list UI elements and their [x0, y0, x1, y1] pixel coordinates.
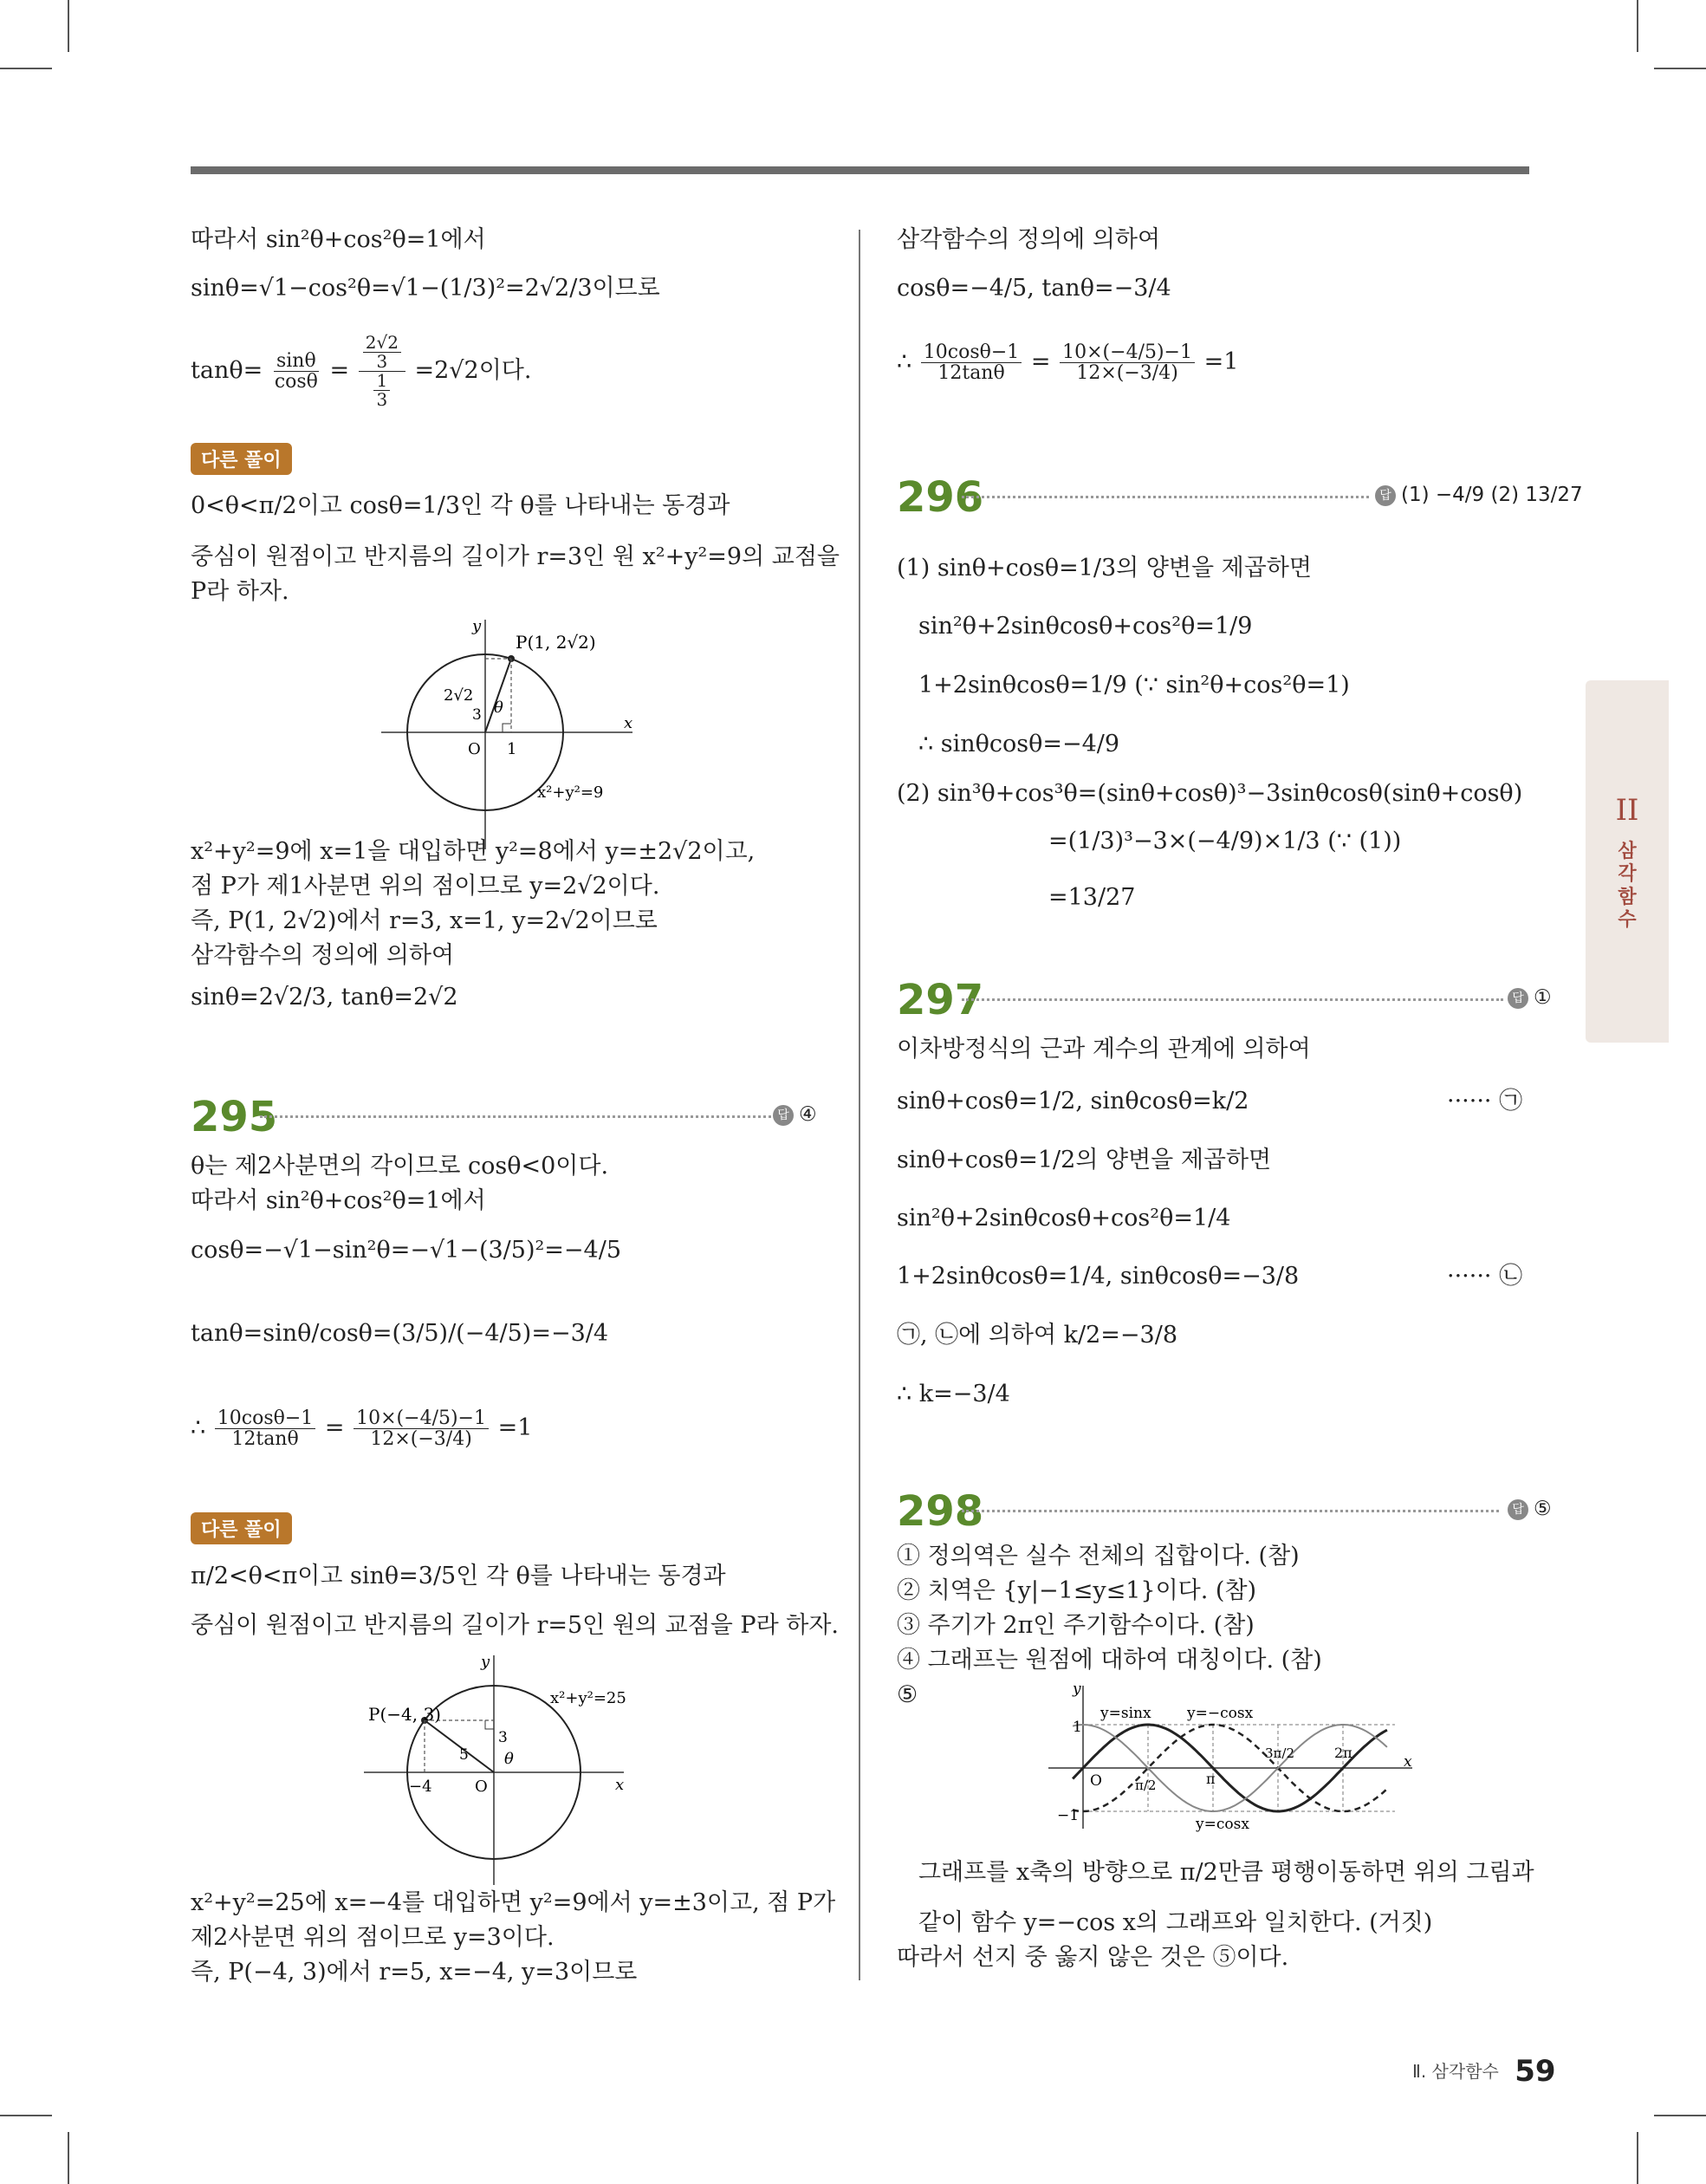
theta-label: θ: [504, 1750, 514, 1768]
tan-equation: tanθ= $\frac{\sin\theta}{\cos\theta}$ = $\frac{\frac{2√2}{3}}{\frac{1}{3}}$ =2√2이다.: [191, 332, 532, 410]
text-line: 1+2sinθcosθ=1/9 (∵ sin²θ+cos²θ=1): [918, 672, 1350, 699]
text-line: 제2사분면 위의 점이므로 y=3이다.: [191, 1924, 555, 1951]
text-line: 따라서 선지 중 옳지 않은 것은 ⑤이다.: [897, 1944, 1289, 1971]
alt-solution-badge: 다른 풀이: [191, 1512, 292, 1544]
eq-part: tanθ=: [191, 357, 263, 384]
denominator: 12×(−3/4): [1076, 362, 1178, 385]
theta-label: θ: [494, 699, 503, 717]
text-line: 그래프를 x축의 방향으로 π/2만큼 평행이동하면 위의 그림과: [918, 1859, 1534, 1886]
origin-label: O: [468, 740, 481, 758]
denominator: 3: [376, 389, 388, 410]
text-line: sinθ=2√2/3, tanθ=2√2: [191, 984, 458, 1011]
text-line: ∴ k=−3/4: [897, 1381, 1010, 1407]
text-line: tanθ=sinθ/cosθ=(3/5)/(−4/5)=−3/4: [191, 1320, 609, 1347]
text-line: sinθ+cosθ=1/2, sinθcosθ=k/2: [897, 1088, 1249, 1115]
text-line: 즉, P(1, 2√2)에서 r=3, x=1, y=2√2이므로: [191, 907, 658, 934]
fraction: [272, 351, 321, 392]
crop-mark: [68, 0, 69, 52]
text-line: cosθ=−4/5, tanθ=−3/4: [897, 275, 1171, 302]
denominator: 12tanθ: [937, 362, 1005, 385]
axis-label: y: [472, 617, 482, 635]
origin-label: O: [1090, 1772, 1102, 1790]
eq-part: =2√2이다.: [414, 357, 532, 384]
answer-icon: 답: [1508, 988, 1528, 1009]
curve-label: y=cosx: [1196, 1816, 1249, 1833]
answer-icon: 답: [773, 1105, 794, 1126]
text-line: sinθ=√1−cos²θ=√1−(1/3)²=2√2/3이므로: [191, 275, 660, 302]
fraction: [354, 1408, 489, 1449]
right-angle: [485, 1720, 494, 1729]
chapter-tab: [1586, 680, 1669, 1043]
equation-marker: ······ ㉡: [1447, 1263, 1523, 1290]
crop-mark: [68, 2132, 69, 2184]
text-line: x²+y²=25에 x=−4를 대입하면 y²=9에서 y=±3이고, 점 P가: [191, 1889, 836, 1916]
text-line: sinθ+cosθ=1/2의 양변을 제곱하면: [897, 1147, 1272, 1173]
dotted-leader: [962, 1510, 1499, 1512]
fraction: [215, 1408, 316, 1449]
tick-label: 1: [1073, 1719, 1082, 1736]
text-line: ⑤: [897, 1681, 918, 1708]
text-line: 이차방정식의 근과 계수의 관계에 의하여: [897, 1036, 1311, 1063]
text-line: ④ 그래프는 원점에 대하여 대칭이다. (참): [897, 1647, 1322, 1674]
problem-number: 295: [191, 1093, 278, 1141]
curve-label: y=−cosx: [1187, 1705, 1254, 1722]
numerator: 10×(−4/5)−1: [354, 1408, 489, 1429]
crop-mark: [1637, 2132, 1638, 2184]
problem-number: 298: [897, 1487, 984, 1536]
tick-label: π: [1206, 1771, 1216, 1787]
text-line: (2) sin³θ+cos³θ=(sinθ+cosθ)³−3sinθcosθ(sinθ+cosθ): [897, 780, 1523, 807]
crop-mark: [1654, 68, 1706, 69]
text-line: 같이 함수 y=−cos x의 그래프와 일치한다. (거짓): [918, 1909, 1433, 1936]
denominator: 12tanθ: [231, 1428, 299, 1451]
right-angle: [503, 724, 511, 732]
tick-label: 1: [507, 740, 517, 758]
text-line: 중심이 원점이고 반지름의 길이가 r=5인 원의 교점을 P라 하자.: [191, 1612, 840, 1639]
chapter-roman: II: [1615, 793, 1639, 828]
axis-label: y: [481, 1653, 490, 1671]
text-line: x²+y²=9에 x=1을 대입하면 y²=8에서 y=±2√2이고,: [191, 838, 756, 865]
axis-label: y: [1073, 1681, 1081, 1698]
trig-graph-figure: [1048, 1681, 1430, 1833]
text-line: ∴ sinθcosθ=−4/9: [918, 731, 1120, 757]
text-line: 중심이 원점이고 반지름의 길이가 r=3인 원 x²+y²=9의 교점을: [191, 543, 840, 570]
expression-line: ∴ $\frac{10\cos\theta-1}{12\tan\theta}$ = $\frac{10\times(-4/5)-1}{12\times(-3/4)}$ =1: [191, 1407, 533, 1451]
side-label: 5: [459, 1746, 469, 1764]
radius-line: [485, 659, 511, 732]
text-line: sin²θ+2sinθcosθ+cos²θ=1/9: [918, 613, 1253, 640]
footer-chapter: Ⅱ. 삼각함수: [1412, 2061, 1499, 2082]
numerator: [359, 334, 405, 372]
curve-label: y=sinx: [1100, 1705, 1151, 1722]
equation-marker: ······ ㉠: [1447, 1088, 1523, 1115]
column-divider: [859, 230, 860, 1980]
origin-label: O: [475, 1778, 488, 1796]
text-line: sin²θ+2sinθcosθ+cos²θ=1/4: [897, 1205, 1231, 1232]
text-line: 1+2sinθcosθ=1/4, sinθcosθ=−3/8: [897, 1263, 1300, 1290]
answer-value: ①: [1534, 986, 1552, 1009]
tick-label: π/2: [1135, 1778, 1157, 1793]
chapter-label: 삼각함수: [1618, 841, 1637, 932]
problem-number: 296: [897, 473, 984, 522]
tick-label: −1: [1057, 1807, 1080, 1824]
text-line: π/2<θ<π이고 sinθ=3/5인 각 θ를 나타내는 동경과: [191, 1563, 726, 1589]
denominator: 3: [376, 351, 388, 372]
side-label: 3: [498, 1729, 508, 1746]
fraction: [921, 342, 1022, 383]
therefore-symbol: ∴: [191, 1414, 206, 1442]
crop-mark: [1637, 0, 1638, 52]
numerator: 1: [373, 372, 390, 391]
numerator: 10cosθ−1: [215, 1408, 316, 1429]
text-line: 삼각함수의 정의에 의하여: [897, 226, 1161, 253]
text-line: 따라서 sin²θ+cos²θ=1에서: [191, 1187, 486, 1214]
point-label: P(1, 2√2): [516, 632, 596, 653]
answer-value: ④: [799, 1103, 817, 1126]
side-label: 3: [472, 706, 482, 724]
therefore-symbol: ∴: [897, 348, 912, 376]
text-line: θ는 제2사분면의 각이므로 cosθ<0이다.: [191, 1153, 609, 1180]
eq-part: =1: [497, 1414, 533, 1442]
eq-part: =1: [1203, 348, 1239, 376]
tick-label: −4: [409, 1778, 432, 1796]
answer: [773, 1103, 817, 1126]
unit-circle-figure-2: [364, 1651, 676, 1885]
crop-mark: [1654, 2115, 1706, 2116]
page-footer: [1412, 2054, 1556, 2089]
tick-label: 2π: [1334, 1745, 1352, 1761]
fraction: [1060, 342, 1195, 383]
dotted-leader: [962, 998, 1503, 1001]
text-line: ① 정의역은 실수 전체의 집합이다. (참): [897, 1543, 1300, 1570]
text-line: 따라서 sin²θ+cos²θ=1에서: [191, 226, 486, 253]
dotted-leader: [962, 496, 1369, 498]
equation-label: x²+y²=9: [537, 783, 604, 802]
equation-label: x²+y²=25: [550, 1689, 626, 1707]
numerator: sinθ: [274, 351, 319, 372]
text-line: 삼각함수의 정의에 의하여: [191, 942, 455, 969]
text-line: =(1/3)³−3×(−4/9)×1/3 (∵ (1)): [1048, 828, 1402, 855]
text-line: ㉠, ㉡에 의하여 k/2=−3/8: [897, 1322, 1177, 1349]
answer-value: (1) −4/9 (2) 13/27: [1401, 484, 1583, 506]
fraction: [373, 372, 390, 409]
unit-circle-figure-1: [381, 615, 641, 849]
point-label: P(−4, 3): [368, 1704, 441, 1725]
answer: [1508, 1498, 1552, 1520]
answer-value: ⑤: [1534, 1498, 1552, 1520]
text-line: =13/27: [1048, 884, 1136, 911]
text-line: cosθ=−√1−sin²θ=−√1−(3/5)²=−4/5: [191, 1237, 621, 1264]
denominator: [369, 372, 394, 409]
fraction: [363, 334, 401, 371]
problem-number: 297: [897, 976, 984, 1024]
numerator: 10×(−4/5)−1: [1060, 342, 1195, 363]
numerator: 2√2: [363, 334, 401, 353]
crop-mark: [0, 68, 52, 69]
text-line: ③ 주기가 2π인 주기함수이다. (참): [897, 1612, 1255, 1639]
text-line: 0<θ<π/2이고 cosθ=1/3인 각 θ를 나타내는 동경과: [191, 492, 730, 519]
text-line: 점 P가 제1사분면 위의 점이므로 y=2√2이다.: [191, 873, 660, 900]
dotted-leader: [260, 1115, 771, 1118]
compound-fraction: [359, 334, 405, 409]
page-number: 59: [1515, 2054, 1556, 2089]
answer: [1508, 986, 1552, 1009]
denominator: cosθ: [274, 371, 318, 393]
tick-label: 3π/2: [1265, 1745, 1294, 1761]
text-line: (1) sinθ+cosθ=1/3의 양변을 제곱하면: [897, 555, 1312, 582]
answer-icon: 답: [1375, 485, 1396, 506]
answer-icon: 답: [1508, 1499, 1528, 1520]
text-line: 즉, P(−4, 3)에서 r=5, x=−4, y=3이므로: [191, 1959, 638, 1986]
axis-label: x: [1404, 1753, 1412, 1771]
expression-line: ∴ $\frac{10\cos\theta-1}{12\tan\theta}$ = $\frac{10\times(-4/5)-1}{12\times(-3/4)}$ =1: [897, 341, 1239, 385]
denominator: 12×(−3/4): [370, 1428, 472, 1451]
numerator: 10cosθ−1: [921, 342, 1022, 363]
text-line: ② 치역은 {y|−1≤y≤1}이다. (참): [897, 1577, 1257, 1604]
side-label: 2√2: [444, 686, 474, 705]
axis-label: x: [615, 1776, 625, 1794]
axis-label: x: [624, 714, 633, 732]
alt-solution-badge: 다른 풀이: [191, 443, 292, 475]
header-rule: [191, 166, 1529, 174]
crop-mark: [0, 2115, 52, 2116]
text-line: P라 하자.: [191, 578, 289, 605]
answer: [1375, 484, 1583, 506]
